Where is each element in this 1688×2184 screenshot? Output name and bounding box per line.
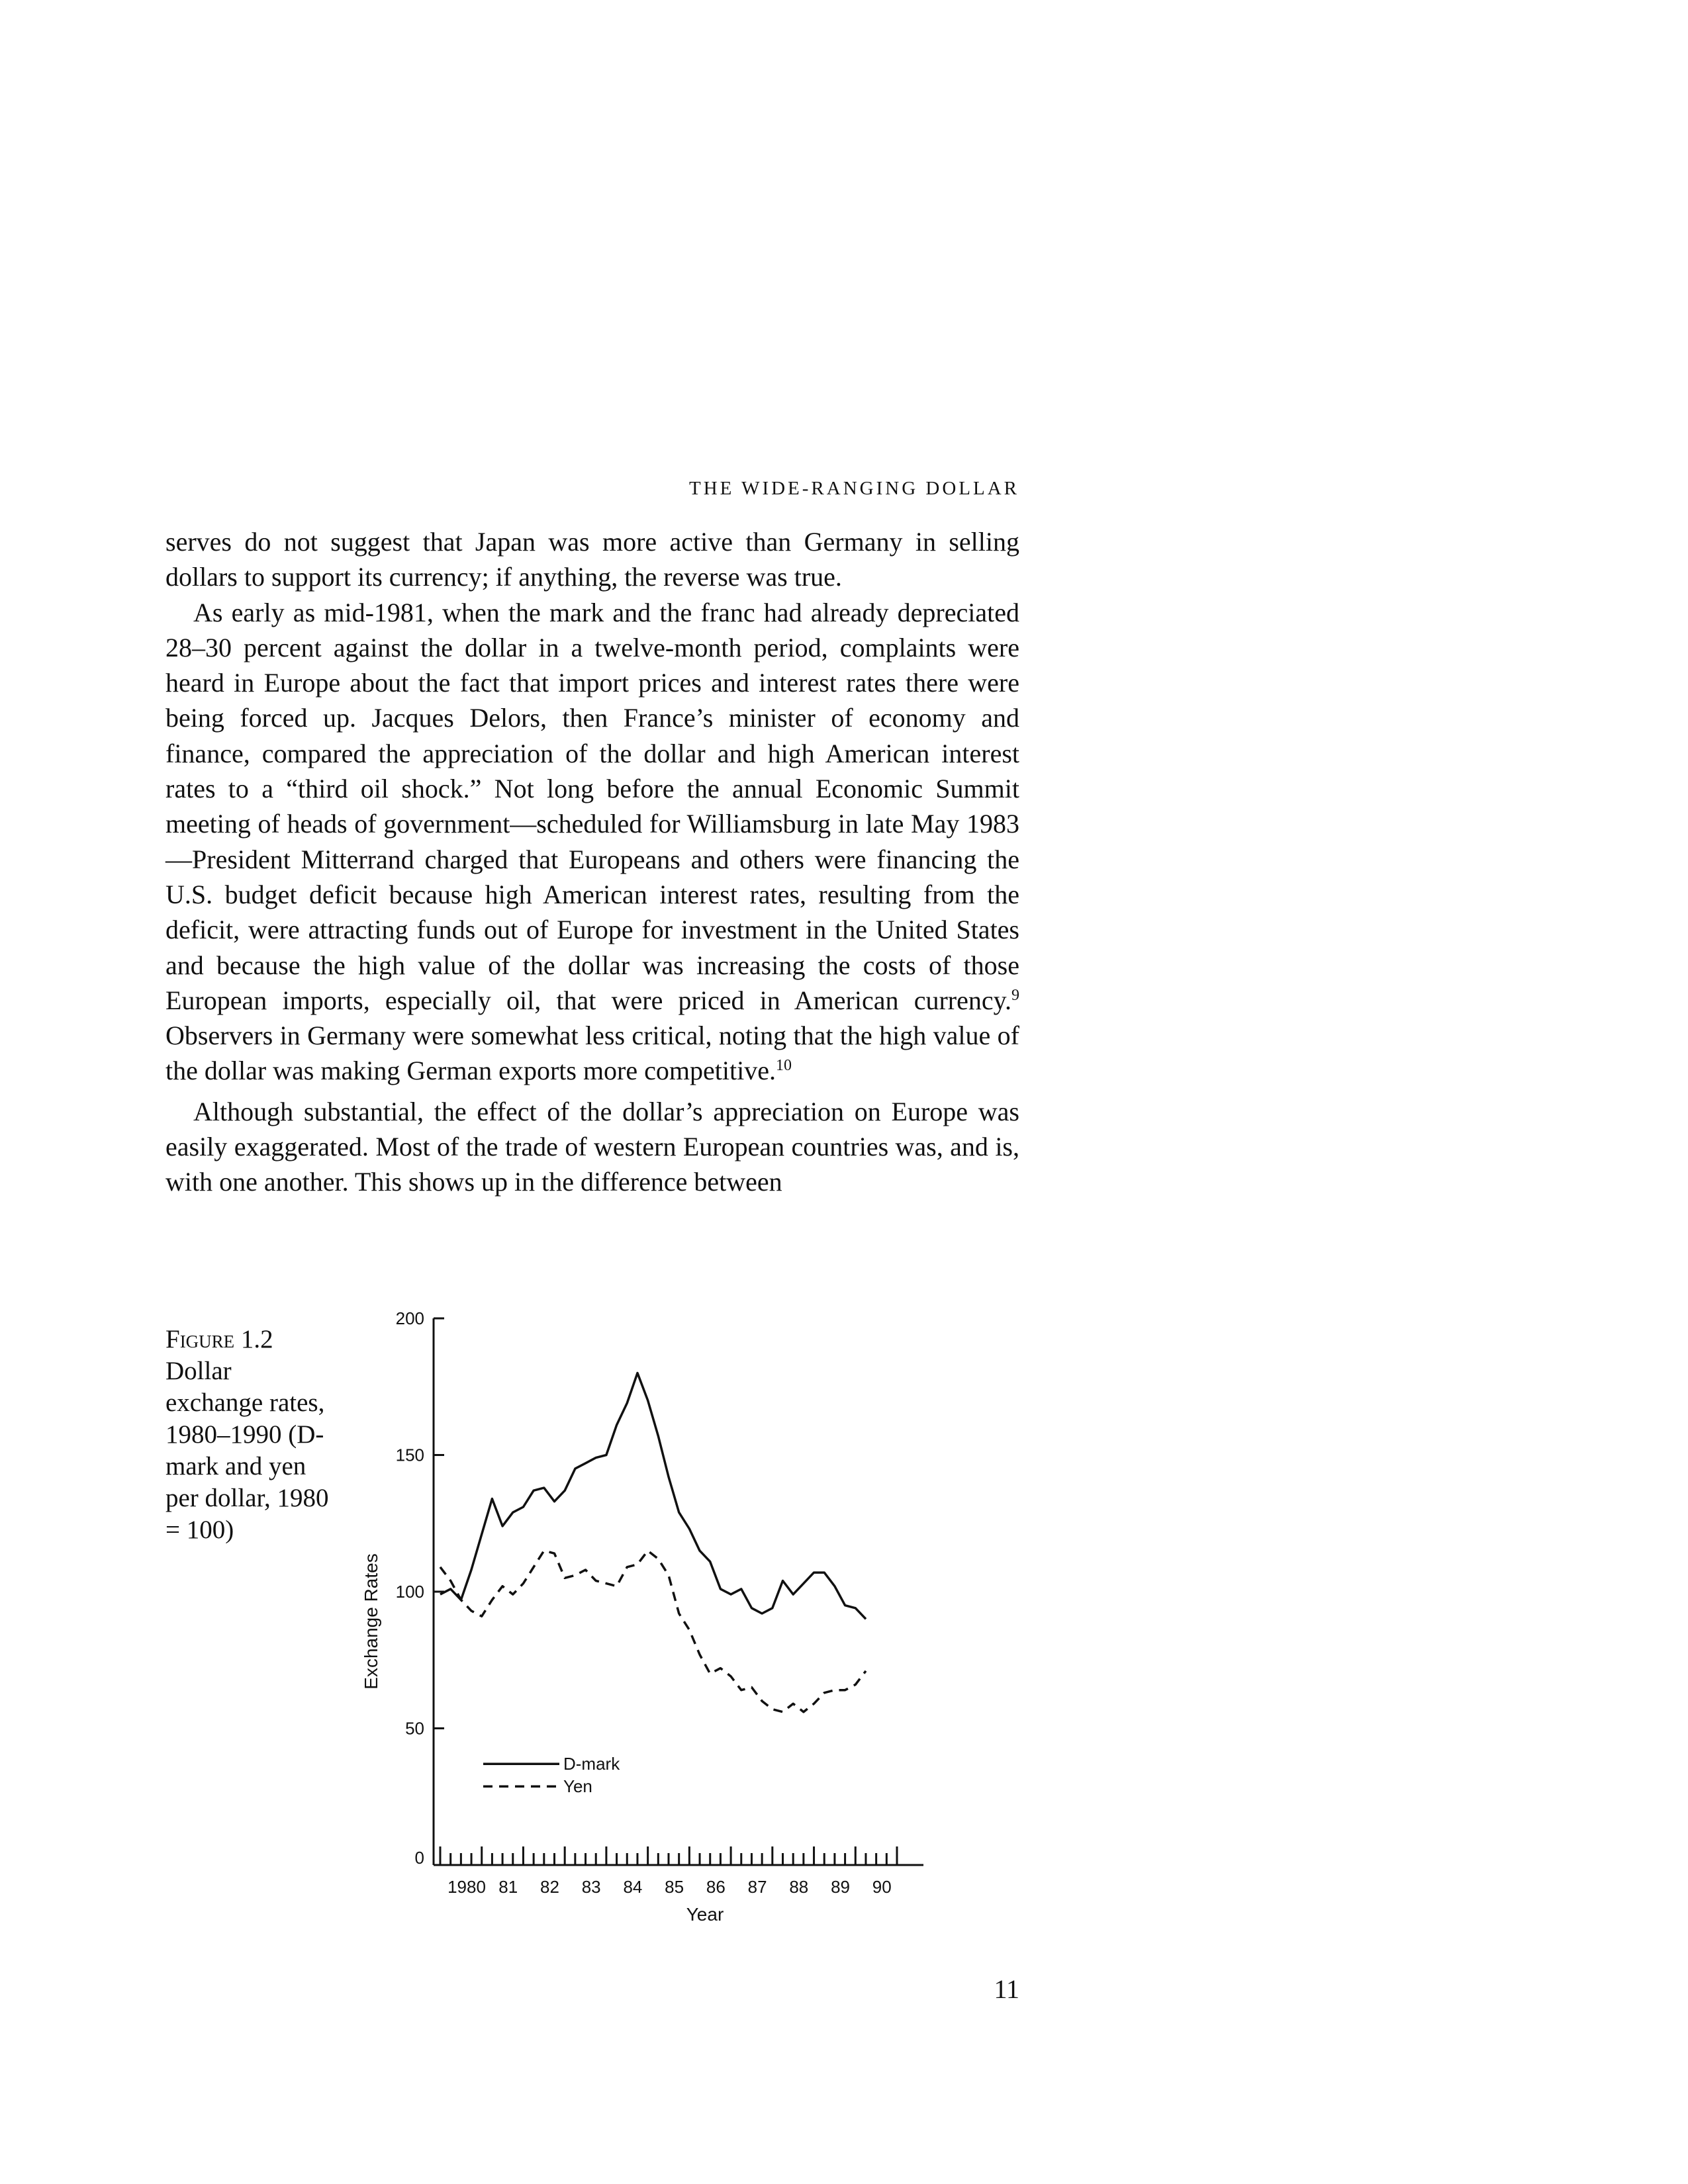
series-line-d-mark [440,1373,866,1619]
y-tick-label: 200 [395,1308,424,1328]
x-tick-label: 89 [831,1877,851,1897]
paragraph-1: serves do not suggest that Japan was more active than Germany in selling dollars to support its currency; if anything, the reverse was true. [165,527,1019,592]
x-tick-label: 88 [789,1877,809,1897]
paragraph-2: As early as mid-1981, when the mark and the franc had already depreciated 28–30 percent against the dollar in a twelve-month period, complaints were heard in Europe about the fact that import prices and interest rates there were being forced up. Jacques Delors, then France’s minister of economy and finance, compared the appreciation of the dollar and high American interest rates to a “third oil shock.” Not long before the annual Economic Summit meeting of heads of government—scheduled for Williamsburg in late May 1983—President Mitterrand charged that Europeans and others were financing the U.S. budget deficit because high American interest rates, resulting from the deficit, were attracting funds out of Europe for investment in the United States and because the high value of the dollar was increasing the costs of those European imports, especially oil, that were priced in American currency.$^9$ Observers in Germany were somewhat less critical, noting that the high value of the dollar was making German exports more competitive.$^{10}$ [165,597,1019,1086]
page-number: 11 [994,1974,1019,2004]
series-line-yen [440,1551,866,1712]
y-tick-label: 50 [405,1718,424,1739]
x-tick-label: 81 [498,1877,518,1897]
figure-caption-text: Dollar exchange rates, 1980–1990 (D-mark and yen per dollar, 1980 = 100) [165,1357,329,1544]
figure-caption [165,1324,331,1546]
legend-label-d-mark: D-mark [563,1754,620,1774]
legend-label-yen: Yen [563,1776,592,1797]
x-tick-label: 84 [623,1877,643,1897]
y-tick-label: 0 [414,1848,424,1868]
x-tick-label: 1980 [447,1877,486,1897]
exchange-rate-chart [344,1297,980,1946]
y-axis-title: Exchange Rates [361,1553,381,1690]
x-tick-label: 87 [747,1877,767,1897]
paragraph-3: Although substantial, the effect of the dollar’s appreciation on Europe was easily exaggerated. Most of the trade of western European countries was, and is, with one another. This shows up in the difference between [165,1096,1019,1197]
x-axis-title: Year [686,1904,724,1925]
y-tick-label: 150 [395,1445,424,1465]
y-tick-label: 100 [395,1582,424,1602]
running-head: THE WIDE-RANGING DOLLAR [688,478,1019,499]
figure-label: Figure 1.2 [165,1325,273,1353]
footnote-ref-9: 9 [1011,986,1019,1004]
x-tick-label: 82 [539,1877,559,1897]
x-tick-label: 83 [581,1877,601,1897]
x-tick-label: 86 [706,1877,726,1897]
x-tick-label: 85 [665,1877,684,1897]
footnote-ref-10: 10 [775,1057,792,1075]
body-text [165,524,1019,1200]
x-tick-label: 90 [872,1877,892,1897]
